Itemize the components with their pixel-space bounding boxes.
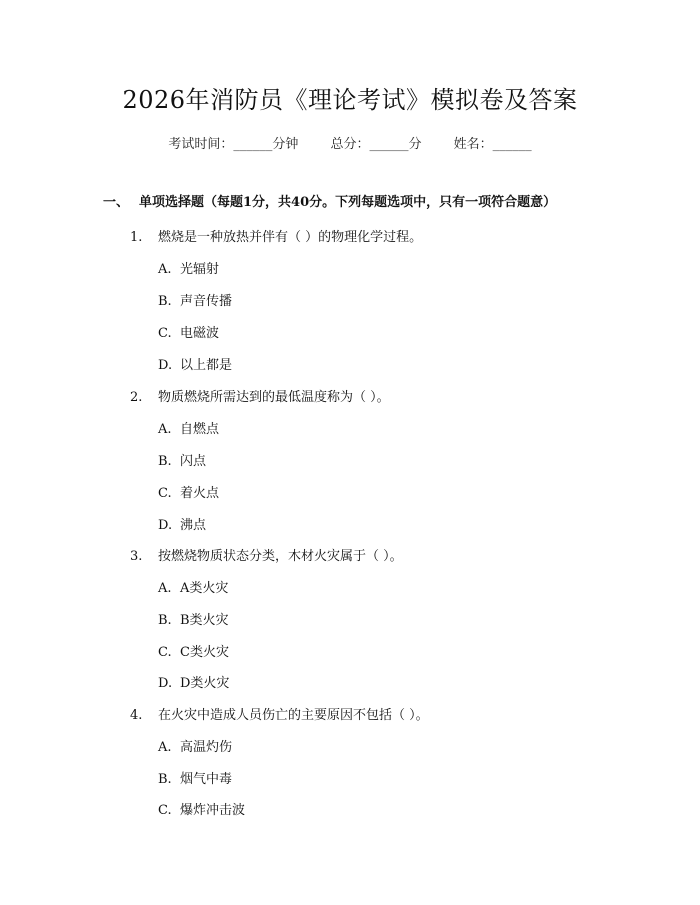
question — [130, 704, 429, 723]
option-text: 高温灼伤 — [180, 740, 233, 755]
option-text: A类火灾 — [180, 581, 229, 596]
question-number: 4. — [130, 708, 143, 723]
option-letter: A. — [158, 422, 172, 437]
question-number: 2. — [130, 390, 143, 405]
option-text: 着火点 — [180, 486, 220, 501]
option-letter: C. — [158, 486, 172, 501]
option-text: 自燃点 — [180, 422, 220, 437]
option — [158, 609, 229, 628]
option-text: 声音传播 — [180, 294, 233, 309]
option-text: 爆炸冲击波 — [180, 803, 246, 818]
option — [158, 514, 206, 533]
option — [158, 450, 206, 469]
option-letter: C. — [158, 326, 172, 341]
option — [158, 736, 232, 755]
option-letter: D. — [158, 518, 173, 533]
option — [158, 322, 219, 341]
exam-time-field: 考试时间：______分钟 — [168, 137, 299, 152]
section-heading — [103, 191, 683, 210]
question-number: 1. — [130, 230, 143, 245]
option-text: 以上都是 — [180, 358, 233, 373]
question-text: 燃烧是一种放热并伴有（ ）的物理化学过程。 — [158, 230, 423, 245]
option-text: C类火灾 — [180, 645, 229, 660]
question — [130, 545, 403, 564]
question-number: 3. — [130, 549, 143, 564]
section-title: 单项选择题（每题1分，共40分。下列每题选项中，只有一项符合题意） — [139, 195, 557, 210]
exam-info-line — [0, 133, 700, 152]
option-text: 光辐射 — [180, 262, 220, 277]
option — [158, 672, 229, 691]
option-text: B类火灾 — [180, 613, 229, 628]
option-letter: C. — [158, 645, 172, 660]
option — [158, 290, 232, 309]
name-field: 姓名：______ — [453, 137, 532, 152]
question-text: 物质燃烧所需达到的最低温度称为（ ）。 — [158, 390, 390, 405]
option — [158, 258, 219, 277]
option-letter: A. — [158, 581, 172, 596]
option-text: D类火灾 — [180, 676, 230, 691]
option-text: 闪点 — [180, 454, 207, 469]
option-letter: B. — [158, 772, 172, 787]
option — [158, 641, 229, 660]
option-letter: A. — [158, 740, 172, 755]
option-letter: B. — [158, 454, 172, 469]
question-text: 按燃烧物质状态分类，木材火灾属于（ ）。 — [158, 549, 403, 564]
option — [158, 482, 219, 501]
option-text: 沸点 — [180, 518, 207, 533]
question — [130, 226, 422, 245]
option-letter: D. — [158, 358, 173, 373]
option — [158, 354, 232, 373]
option-text: 烟气中毒 — [180, 772, 233, 787]
option — [158, 768, 232, 787]
option — [158, 418, 219, 437]
option-letter: C. — [158, 803, 172, 818]
option — [158, 577, 228, 596]
question-text: 在火灾中造成人员伤亡的主要原因不包括（ ）。 — [158, 708, 429, 723]
question — [130, 386, 390, 405]
exam-title: 2026年消防员《理论考试》模拟卷及答案 — [122, 86, 578, 114]
option-letter: A. — [158, 262, 172, 277]
option — [158, 799, 245, 818]
option-letter: B. — [158, 613, 172, 628]
option-letter: B. — [158, 294, 172, 309]
option-text: 电磁波 — [180, 326, 220, 341]
section-number: 一、 — [103, 195, 130, 210]
total-score-field: 总分：______分 — [330, 137, 422, 152]
option-letter: D. — [158, 676, 173, 691]
